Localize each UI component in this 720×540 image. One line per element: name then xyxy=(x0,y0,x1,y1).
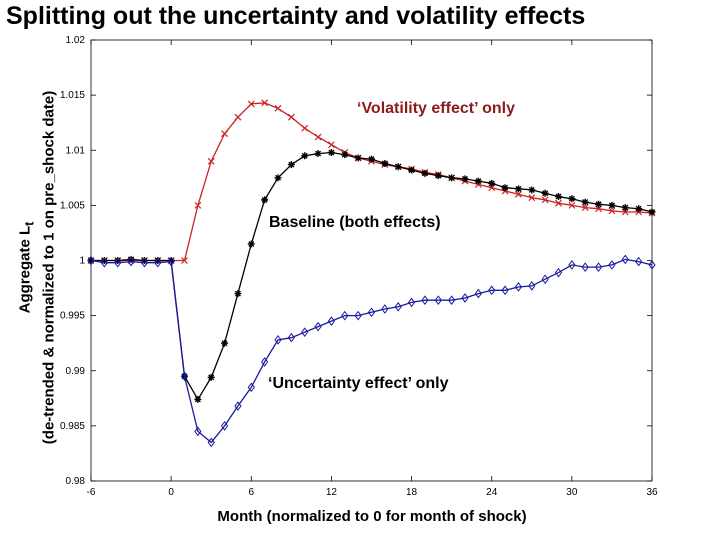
data-point-baseline xyxy=(435,172,442,179)
data-point-baseline xyxy=(395,163,402,170)
data-point-baseline xyxy=(301,152,308,159)
x-tick-label: 36 xyxy=(646,487,658,498)
data-point-volatility xyxy=(235,114,241,120)
y-tick-label: 1.005 xyxy=(59,200,85,212)
x-tick-label: 30 xyxy=(566,487,578,498)
data-point-baseline xyxy=(381,160,388,167)
data-point-volatility xyxy=(275,105,281,111)
x-tick-label: 0 xyxy=(168,487,174,498)
annotation-uncertainty: ‘Uncertainty effect’ only xyxy=(268,375,449,392)
annotation-volatility: ‘Volatility effect’ only xyxy=(357,100,515,117)
y-axis-label-subscript: t xyxy=(22,221,37,226)
data-point-volatility xyxy=(288,114,294,120)
data-point-baseline xyxy=(622,204,629,211)
annotation-baseline: Baseline (both effects) xyxy=(269,214,441,231)
data-point-volatility xyxy=(315,134,321,140)
chart-annotations xyxy=(268,100,515,392)
data-point-baseline xyxy=(608,202,615,209)
y-tick-label: 0.995 xyxy=(59,310,85,322)
data-point-baseline xyxy=(635,205,642,212)
x-tick-label: 24 xyxy=(486,487,498,498)
data-point-baseline xyxy=(649,208,656,215)
data-point-baseline xyxy=(555,193,562,200)
y-axis-label-line2: (de-trended & normalized to 1 on pre_shock date) xyxy=(40,90,58,445)
x-axis-label: Month (normalized to 0 for month of shock) xyxy=(217,508,527,525)
data-point-baseline xyxy=(315,150,322,157)
series-line-volatility xyxy=(91,103,652,261)
data-point-baseline xyxy=(221,340,228,347)
data-point-baseline xyxy=(368,156,375,163)
data-point-baseline xyxy=(568,195,575,202)
x-tick-label: 18 xyxy=(406,487,418,498)
y-tick-label: 1.015 xyxy=(59,90,85,102)
data-point-baseline xyxy=(421,170,428,177)
series-volatility xyxy=(88,100,655,264)
page-title: Splitting out the uncertainty and volatility effects xyxy=(6,2,586,30)
x-tick-label: -6 xyxy=(86,487,96,498)
data-point-baseline xyxy=(448,174,455,181)
data-point-baseline xyxy=(208,374,215,381)
data-point-baseline xyxy=(502,184,509,191)
data-point-baseline xyxy=(595,201,602,208)
data-point-baseline xyxy=(582,199,589,206)
data-point-volatility xyxy=(222,131,228,137)
data-point-baseline xyxy=(234,290,241,297)
chart-series xyxy=(88,100,656,447)
y-axis-label-main: Aggregate L xyxy=(16,225,34,314)
data-point-baseline xyxy=(288,161,295,168)
data-point-baseline xyxy=(528,186,535,193)
y-tick-label: 0.985 xyxy=(59,420,85,432)
series-line-uncertainty xyxy=(91,259,652,442)
data-point-baseline xyxy=(542,190,549,197)
series-uncertainty xyxy=(88,255,655,446)
data-point-volatility xyxy=(328,142,334,148)
data-point-volatility xyxy=(302,125,308,131)
data-point-baseline xyxy=(475,178,482,185)
series-line-baseline xyxy=(91,153,652,400)
data-point-baseline xyxy=(515,185,522,192)
y-tick-label: 0.99 xyxy=(65,365,85,377)
data-point-baseline xyxy=(248,240,255,247)
data-point-baseline xyxy=(488,180,495,187)
data-point-baseline xyxy=(341,151,348,158)
data-point-baseline xyxy=(408,167,415,174)
x-tick-label: 12 xyxy=(325,487,337,498)
data-point-baseline xyxy=(194,396,201,403)
y-tick-label: 1 xyxy=(79,255,85,267)
data-point-baseline xyxy=(261,196,268,203)
data-point-baseline xyxy=(462,175,469,182)
y-tick-label: 1.01 xyxy=(65,145,85,157)
y-tick-label: 1.02 xyxy=(65,35,85,46)
y-tick-label: 0.98 xyxy=(65,476,85,487)
x-tick-label: 6 xyxy=(248,487,255,498)
data-point-baseline xyxy=(328,149,335,156)
data-point-baseline xyxy=(275,174,282,181)
data-point-baseline xyxy=(355,154,362,161)
